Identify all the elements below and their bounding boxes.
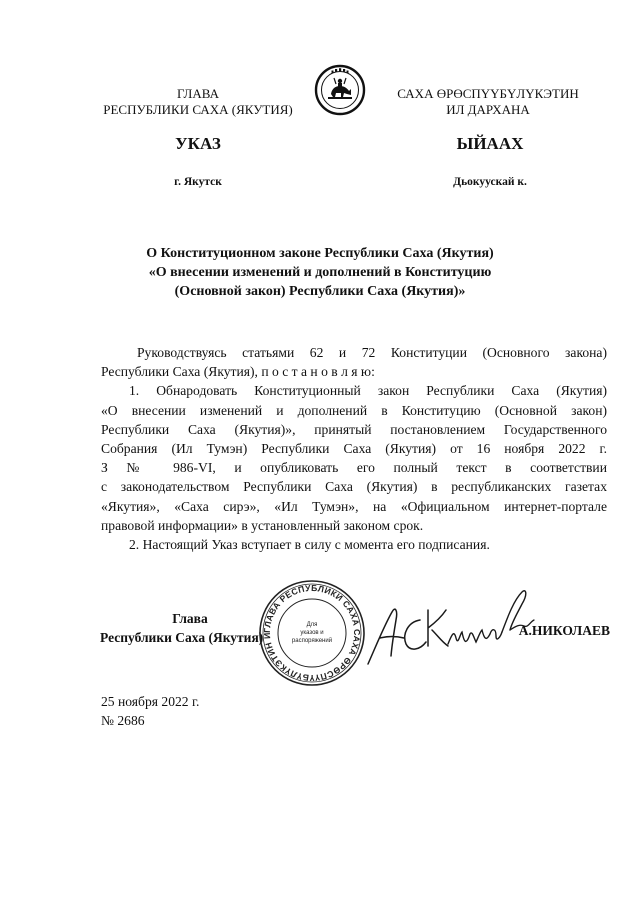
item1-line-3: Республики Саха (Якутия)», принятый постановлением Государственного <box>101 421 607 437</box>
issuer-left-line2: РЕСПУБЛИКИ САХА (ЯКУТИЯ) <box>103 102 293 117</box>
city-left: г. Якутск <box>174 176 222 188</box>
issuer-left-line1: ГЛАВА <box>177 86 219 101</box>
item1-line-2: «О внесении изменений и дополнений в Конституцию (Основной закон) <box>101 402 607 418</box>
issuer-right-line2: ИЛ ДАРХАНА <box>446 102 530 117</box>
doc-type-left: УКАЗ <box>175 134 221 153</box>
item1-line-7: «Якутия», «Саха сирэ», «Ил Тумэн», на «Официальном интернет-портале <box>101 498 607 514</box>
preamble-line-1: Руководствуясь статьями 62 и 72 Конституции (Основного закона) <box>137 345 607 360</box>
document-body <box>101 343 607 554</box>
document-date: 25 ноября 2022 г. <box>101 694 200 709</box>
item1-line-6: с законодательством Республики Саха (Якутия) в республиканских газетах <box>101 479 607 495</box>
coat-of-arms-emblem <box>314 64 366 116</box>
official-stamp <box>257 578 367 688</box>
document-title <box>100 244 540 301</box>
title-line-3: (Основной закон) Республики Саха (Якутия)» <box>174 284 466 299</box>
issuer-right-line1: САХА ӨРӨСПҮҮБҮЛҮКЭТИН <box>397 86 579 101</box>
item1-line-1: 1. Обнародовать Конституционный закон Республики Саха (Якутия) <box>129 383 607 399</box>
stamp-center-line-2: указов и <box>300 630 324 636</box>
city-right: Дьокуускай к. <box>453 176 527 188</box>
signatory-title-line-1: Глава <box>172 611 208 626</box>
preamble-line-2: Республики Саха (Якутия), п о с т а н о в л я ю: <box>101 364 375 380</box>
stamp-ring-text: ГЛАВА РЕСПУБЛИКИ САХА САХА ӨРӨСПҮҮБҮЛҮКЭТИН И <box>261 582 363 684</box>
signatory-title-line-2: Республики Саха (Якутия) <box>100 630 264 645</box>
title-line-1: О Конституционном законе Республики Саха (Якутия) <box>146 246 494 261</box>
issuer-left <box>80 86 316 118</box>
signatory-name: А.НИКОЛАЕВ <box>518 623 610 638</box>
item1-line-5: З № 986-VI, и опубликовать его полный текст в соответствии <box>101 460 607 476</box>
stamp-center-line-1: Для <box>306 622 318 628</box>
doc-type-right: ЫЙААХ <box>456 134 524 153</box>
item1-line-4: Собрания (Ил Тумэн) Республики Саха (Якутия) от 16 ноября 2022 г. <box>101 441 607 457</box>
document-number: № 2686 <box>101 713 145 728</box>
issuer-right <box>368 86 608 118</box>
title-line-2: «О внесении изменений и дополнений в Конституцию <box>148 265 492 280</box>
item1-line-8: правовой информации» в установленный законом срок. <box>101 517 424 533</box>
item2-line: 2. Настоящий Указ вступает в силу с момента его подписания. <box>129 537 490 553</box>
stamp-center-line-3: распоряжений <box>291 638 333 644</box>
